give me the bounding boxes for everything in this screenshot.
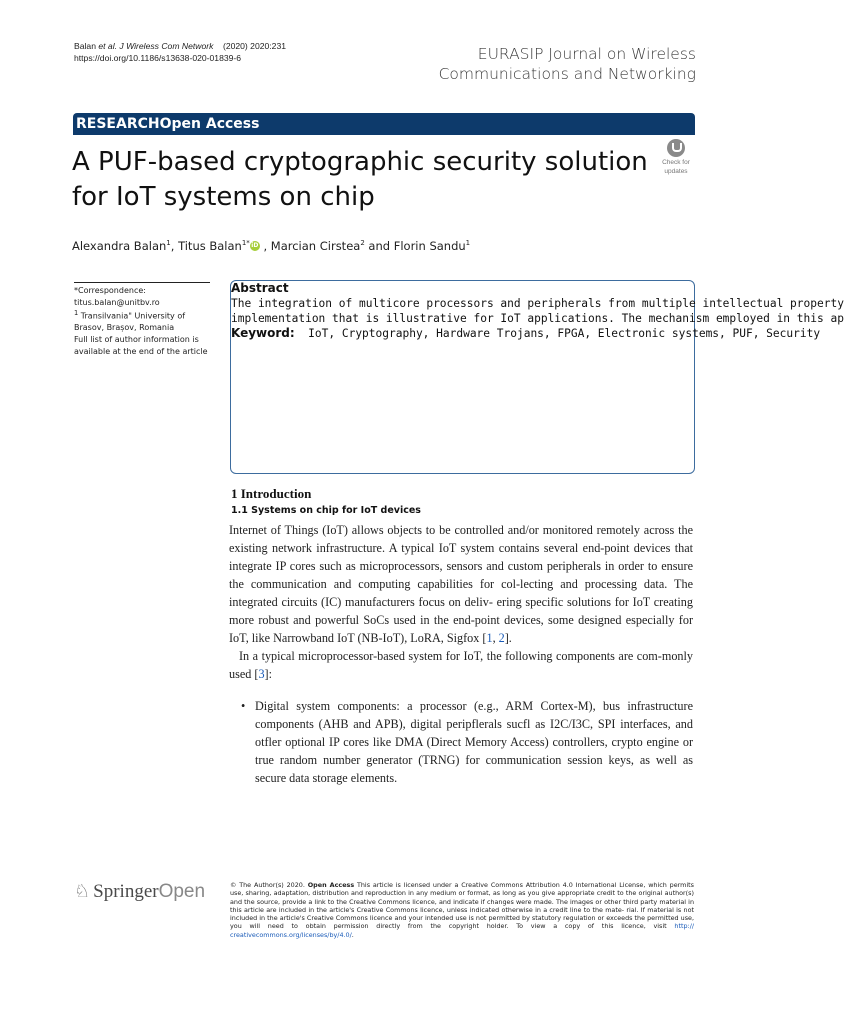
reference-link[interactable]: 3	[258, 667, 265, 681]
article-title: A PUF-based cryptographic security solution for IoT systems on chip	[72, 147, 648, 212]
crossmark-button[interactable]	[658, 139, 694, 179]
author-separator: and	[364, 238, 394, 253]
author-name[interactable]: Titus Balan	[178, 238, 242, 253]
paragraph	[229, 521, 693, 647]
author-affil-sup: 1	[465, 239, 471, 247]
citation-year: (2020) 2020:231	[222, 41, 287, 51]
crossmark-icon	[667, 139, 685, 157]
correspondence-label: *Correspondence:	[74, 286, 146, 295]
body-text	[229, 521, 693, 787]
springer-horse-icon: ♘	[74, 881, 91, 901]
abstract-box	[230, 280, 844, 474]
author-info-note: Full list of author information is available at the end of the article	[74, 335, 208, 356]
abstract-content	[231, 281, 844, 341]
orcid-icon[interactable]: iD	[251, 242, 259, 250]
section-heading: 1 Introduction	[231, 486, 312, 501]
license-text: This article is licensed under a Creative Commons Attribution 4.0 International License, which permits use, sharing, adaptation, distribution and reproduction in any medium or format, as long as you give appropriate credit to the original author(s) and the source, provide a link to the Creative Commons licence, and indicate if changes were made. The images or other third party material in this article are included in the article's Creative Commons licence, unless indicated otherwise in a credit line to the mate- rial. If material is not included in the article's Creative Commons licence and your intended use is not permitted by statutory regulation or exceeds the permitted use, you will need to obtain permission directly from the copyright holder. To view a copy of this licence, visit	[230, 881, 694, 931]
correspondence-email[interactable]: titus.balan@unitbv.ro	[74, 297, 160, 307]
author-affil-sup: 2	[360, 239, 365, 247]
subsection-heading: 1.1 Systems on chip for IoT devices	[231, 505, 421, 516]
correspondence-note	[74, 282, 210, 357]
affiliation-text: Transilvania" University of Brasov, Brașov, Romania	[74, 311, 186, 333]
citation-authors: Balan	[74, 41, 96, 51]
reference-separator: ,	[492, 631, 499, 645]
author-separator: ,	[170, 238, 179, 253]
article-type-label: RESEARCHOpen Access	[76, 116, 260, 132]
keywords-line	[231, 326, 821, 341]
springer-wordmark: Springer	[93, 881, 159, 902]
doi-link[interactable]: https://doi.org/10.1186/s13638-020-01839-6	[74, 53, 242, 63]
paragraph-text: Internet of Things (IoT) allows objects to be controlled and/or monitored remotely across the existing network infrastructure. A typical IoT system contains several end-point devices that integrate IP cores such as microprocessors, sensors and custom peripherals in order to ensure the communication and computing capabilities for col-lecting and processing data. The integrated circuits (IC) manufacturers focus on deliv- ering specific solutions for IoT creating more robust and powerful SoCs used in the end-point devices, some designed especially for IoT, like Narrowband IoT (NB-IoT), LoRA, Sigfox [	[229, 523, 693, 645]
article-type-bar	[73, 113, 695, 135]
reference-link[interactable]: 2	[498, 631, 505, 645]
journal-line-2: Communications and Networking	[438, 65, 696, 83]
paragraph-text: ]:	[264, 667, 272, 681]
reference-link[interactable]: 1	[486, 631, 493, 645]
crossmark-label-2: updates	[664, 168, 688, 175]
paragraph-text: ].	[504, 631, 512, 645]
keywords-text: IoT, Cryptography, Hardware Trojans, FPGA, Electronic systems, PUF, Security	[308, 327, 821, 340]
author-name[interactable]: Marcian Cirstea	[270, 238, 361, 253]
paragraph-text: In a typical microprocessor-based system for IoT, the following components are com-monly used [	[229, 649, 693, 681]
open-wordmark: Open	[158, 881, 206, 902]
affiliation	[74, 308, 210, 334]
open-access-label: Open Access	[307, 881, 355, 889]
abstract-line: implementation that is illustrative for IoT applications. The mechanism employed in this ap	[231, 312, 844, 325]
crossmark-label-1: Check for	[662, 159, 690, 166]
license-link[interactable]: http:// creativecommons.org/licenses/by/4.0/	[230, 922, 694, 939]
abstract-heading: Abstract	[231, 281, 289, 295]
affiliation-sup: 1	[74, 309, 79, 318]
author-list	[72, 235, 470, 254]
list-item: • Digital system components: a processor (e.g., ARM Cortex-M), bus infrastructure components (AHB and APB), digital peripflerals sucfl as I2C/I3C, SPI interfaces, and otfler optional IP cores like DMA (Direct Memory Access) controllers, crypto engine or true random number generator (TRNG) for communication session keys, as well as secure data storage elements.	[255, 697, 693, 787]
author-separator: ,	[259, 238, 271, 253]
author-affil-sup: 1*	[241, 239, 250, 247]
license-text: .	[351, 930, 354, 939]
author-name[interactable]: Florin Sandu	[393, 238, 466, 253]
paragraph	[229, 647, 693, 683]
abstract-line: The integration of multicore processors and peripherals from multiple intellectual property	[231, 297, 844, 310]
keywords-label: Keyword:	[231, 326, 295, 340]
springer-open-logo	[74, 881, 205, 903]
citation-line	[74, 40, 286, 52]
license-text: © The Author(s) 2020.	[230, 881, 308, 889]
journal-line-1: EURASIP Journal on Wireless	[477, 45, 696, 63]
author-name[interactable]: Alexandra Balan	[72, 238, 167, 253]
journal-name	[396, 44, 696, 84]
license-note	[230, 881, 694, 939]
citation-block	[74, 40, 286, 64]
bullet-list	[229, 697, 693, 787]
citation-journal: et al. J Wireless Com Network	[98, 41, 214, 51]
author-affil-sup: 1	[166, 239, 171, 247]
